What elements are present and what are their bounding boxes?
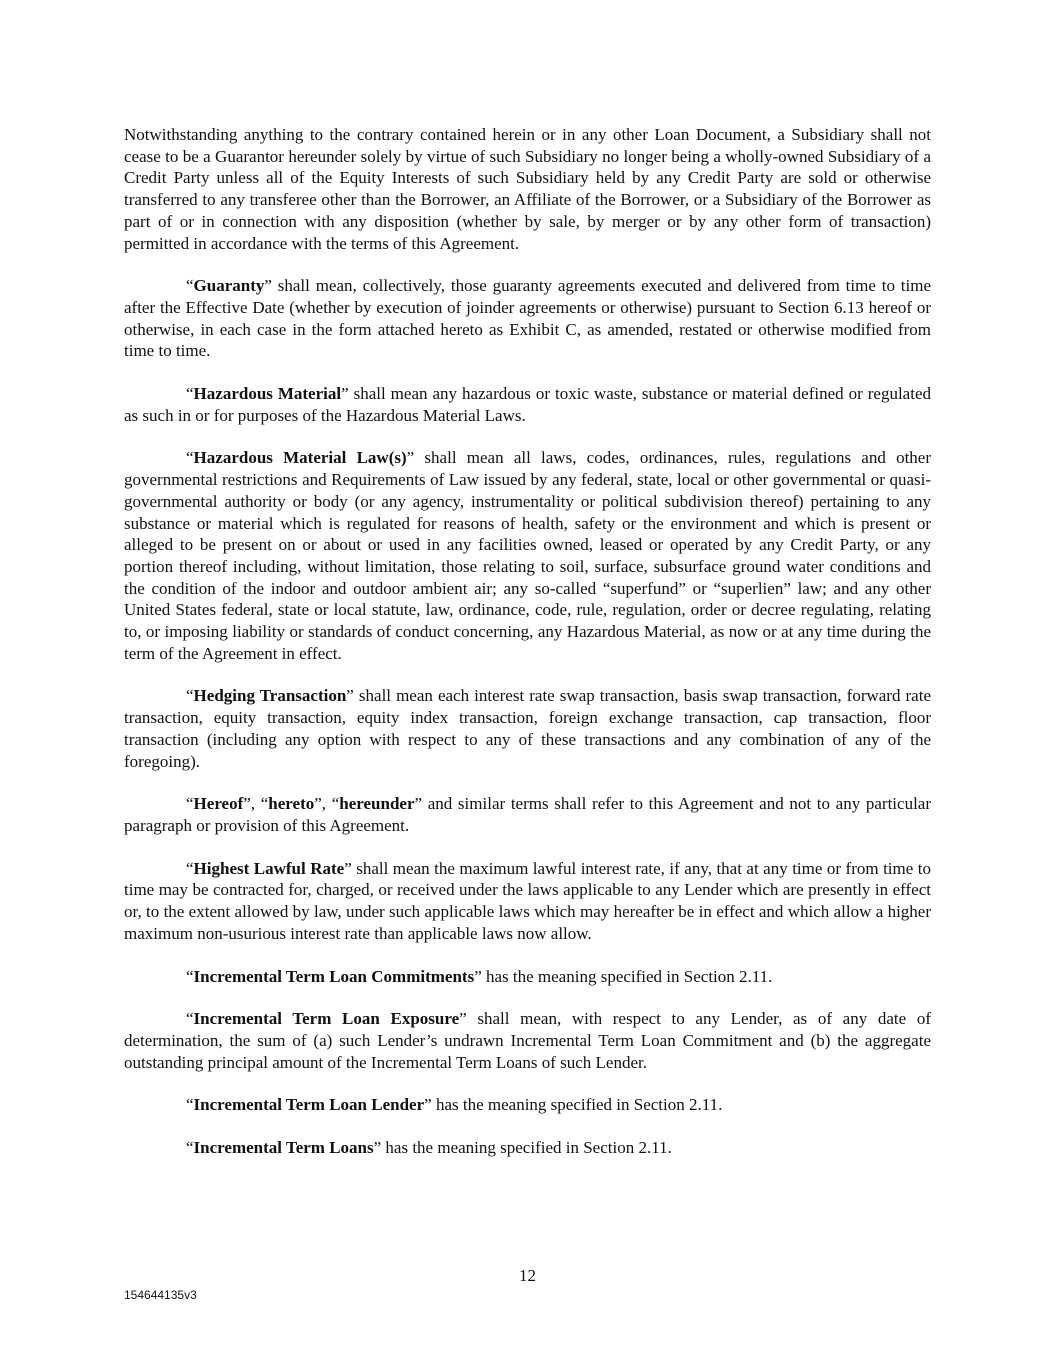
definition-text: shall mean all laws, codes, ordinances, rules, regulations and other governmental restrictions and Requirements of Law issued by any federal, state, local or other governmental or quasi-governmental authority or body (or any agency, instrumentality or political subdivision thereof) pertaining to any substance or material which is regulated for reasons of health, safety or the environment and which is present or alleged to be present on or about or used in any facilities owned, leased or operated by any Credit Party, or any portion thereof including, without limitation, those relating to soil, surface, subsurface ground water conditions and the condition of the indoor and outdoor ambient air; any so-called “superfund” or “superlien” law; and any other United States federal, state or local statute, law, ordinance, code, rule, regulation, order or decree regulating, relating to, or imposing liability or standards of conduct concerning, any Hazardous Material, as now or at any time during the term of the Agreement in effect. xyxy=(124,448,931,663)
definition-incremental-term-loan-exposure xyxy=(124,1008,931,1073)
open-quote: “ xyxy=(186,686,194,706)
close-quote: ” xyxy=(406,448,415,468)
close-quote: ” xyxy=(341,384,349,404)
definition-text: shall mean, with respect to any Lender, as of any date of determination, the sum of (a) such Lender’s undrawn Incremental Term Loan Commitment and (b) the aggregate outstanding principal amount of the Incremental Term Loans of such Lender. xyxy=(124,1009,932,1072)
definition-incremental-term-loans xyxy=(124,1137,931,1159)
paragraph-text: Notwithstanding anything to the contrary contained herein or in any other Loan Document, a Subsidiary shall not cease to be a Guarantor hereunder solely by virtue of such Subsidiary no longer being a wholly-owned Subsidiary of a Credit Party unless all of the Equity Interests of such Subsidiary held by any Credit Party are sold or otherwise transferred to any transferee other than the Borrower, an Affiliate of the Borrower, or a Subsidiary of the Borrower as part of or in connection with any disposition (whether by sale, by merger or by any other form of transaction) permitted in accordance with the terms of this Agreement. xyxy=(124,125,931,253)
defined-term: Hedging Transaction xyxy=(193,686,347,706)
close-quote: ” xyxy=(346,686,354,706)
open-quote: “ xyxy=(186,384,194,404)
definition-text: shall mean the maximum lawful interest rate, if any, that at any time or from time to time may be contracted for, charged, or received under the laws applicable to any Lender which are presently in effect or, to the extent allowed by law, under such applicable laws which may hereafter be in effect and which allow a higher maximum non-usurious interest rate than applicable laws now allow. xyxy=(124,858,932,943)
definition-text: shall mean any hazardous or toxic waste, substance or material defined or regulated as such in or for purposes of the Hazardous Material Laws. xyxy=(124,384,931,425)
open-quote: “ xyxy=(186,1009,194,1029)
open-quote: “ xyxy=(260,794,269,814)
defined-term: Highest Lawful Rate xyxy=(193,858,345,878)
open-quote: “ xyxy=(186,448,194,468)
definition-highest-lawful-rate xyxy=(124,858,931,945)
close-quote: ” xyxy=(459,1009,467,1029)
open-quote: “ xyxy=(186,794,194,814)
defined-term: Hazardous Material Law(s) xyxy=(193,448,407,468)
definition-text: has the meaning specified in Section 2.11. xyxy=(381,1138,672,1158)
open-quote: “ xyxy=(186,858,194,878)
close-quote: ” xyxy=(424,1095,432,1115)
open-quote: “ xyxy=(186,1095,194,1115)
term-separator: ”, xyxy=(314,794,332,814)
close-quote: ” xyxy=(264,276,272,296)
defined-term: Incremental Term Loans xyxy=(193,1138,374,1158)
definition-text: shall mean, collectively, those guaranty agreements executed and delivered from time to time after the Effective Date (whether by execution of joinder agreements or otherwise) pursuant to Section 6.13 hereof or otherwise, in each case in the form attached hereto as Exhibit C, as amended, restated or otherwise modified from time to time. xyxy=(124,276,931,361)
definition-guaranty xyxy=(124,275,931,362)
definition-text: has the meaning specified in Section 2.11. xyxy=(481,966,773,986)
defined-term: hereto xyxy=(268,794,315,814)
close-quote: ” xyxy=(344,858,352,878)
defined-term: Hazardous Material xyxy=(193,384,342,404)
definition-incremental-term-loan-lender xyxy=(124,1094,931,1116)
document-body xyxy=(124,124,931,1180)
definition-hereof xyxy=(124,793,931,836)
open-quote: “ xyxy=(186,966,194,986)
definition-text: and similar terms shall refer to this Agreement and not to any particular paragraph or provision of this Agreement. xyxy=(124,794,931,835)
paragraph-guarantor-release xyxy=(124,124,931,254)
term-separator: ”, xyxy=(243,794,261,814)
definition-hedging-transaction xyxy=(124,685,931,772)
defined-term: Incremental Term Loan Exposure xyxy=(193,1009,460,1029)
definition-incremental-term-loan-commitments xyxy=(124,966,931,988)
defined-term: Guaranty xyxy=(193,276,265,296)
open-quote: “ xyxy=(186,1138,194,1158)
open-quote: “ xyxy=(186,276,194,296)
definition-text: has the meaning specified in Section 2.11. xyxy=(431,1095,723,1115)
defined-term: hereunder xyxy=(339,794,415,814)
close-quote: ” xyxy=(373,1138,382,1158)
definition-text: shall mean each interest rate swap transaction, basis swap transaction, forward rate transaction, equity transaction, equity index transaction, foreign exchange transaction, cap transaction, floor transaction (including any option with respect to any of these transactions and any combination of any of the foregoing). xyxy=(124,686,931,771)
open-quote: “ xyxy=(331,794,340,814)
close-quote: ” xyxy=(474,966,482,986)
defined-term: Incremental Term Loan Lender xyxy=(193,1095,425,1115)
defined-term: Hereof xyxy=(193,794,244,814)
close-quote: ” xyxy=(414,794,423,814)
document-id: 154644135v3 xyxy=(124,1288,197,1302)
page-number: 12 xyxy=(519,1266,536,1285)
defined-term: Incremental Term Loan Commitments xyxy=(193,966,475,986)
definition-hazardous-material-laws xyxy=(124,447,931,664)
definition-hazardous-material xyxy=(124,383,931,426)
